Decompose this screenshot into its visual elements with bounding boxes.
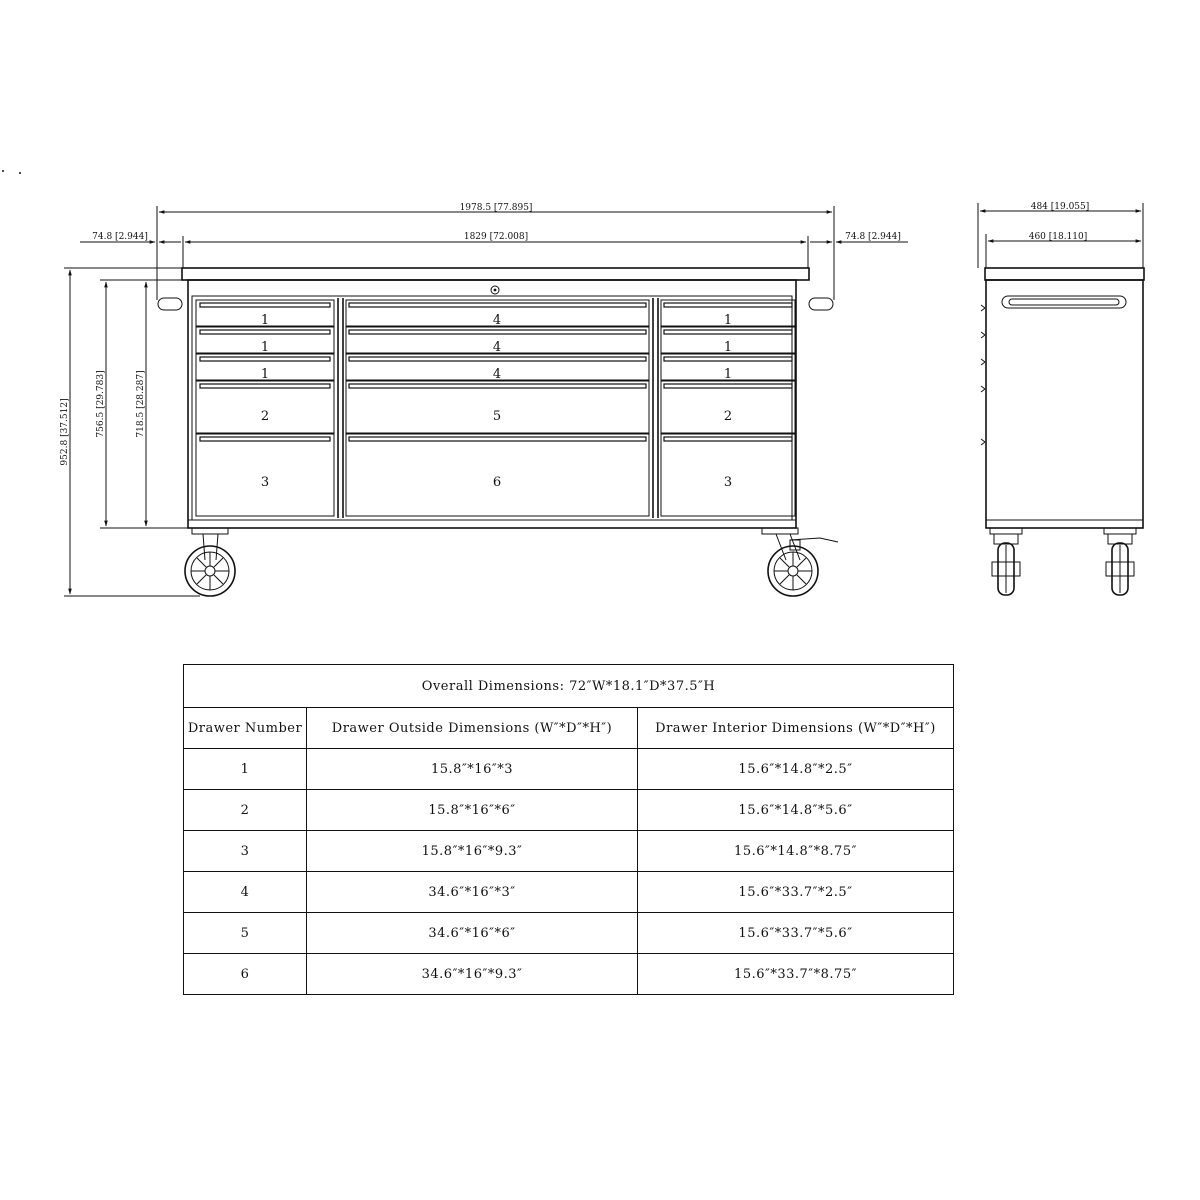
side-caster-back bbox=[1104, 528, 1136, 595]
drawer-handle bbox=[200, 384, 330, 388]
table-header-row bbox=[184, 708, 954, 749]
drawer-handle bbox=[200, 303, 330, 307]
worktop bbox=[182, 268, 809, 280]
side-caster-front bbox=[990, 528, 1022, 595]
cell-interior-dimensions: 15.6″*14.8″*8.75″ bbox=[638, 831, 954, 872]
cell-outside-dimensions: 15.8″*16″*9.3″ bbox=[307, 831, 638, 872]
dim-height-3 bbox=[136, 280, 190, 528]
drawer-label: 5 bbox=[492, 409, 502, 424]
table-row bbox=[184, 872, 954, 913]
drawer-handle bbox=[200, 437, 330, 441]
dim-body-width-text: 1829 [72.008] bbox=[463, 232, 529, 242]
handle-profile bbox=[981, 439, 985, 445]
header-interior-dimensions: Drawer Interior Dimensions (W″*D″*H″) bbox=[638, 708, 954, 749]
dim-overall-height-text: 952.8 [37.512] bbox=[60, 398, 70, 466]
cell-drawer-number: 6 bbox=[184, 954, 307, 995]
cell-interior-dimensions: 15.6″*33.7″*5.6″ bbox=[638, 913, 954, 954]
dim-overall-width-text: 1978.5 [77.895] bbox=[459, 203, 533, 213]
drawer-handle bbox=[200, 357, 330, 361]
cell-interior-dimensions: 15.6″*14.8″*5.6″ bbox=[638, 790, 954, 831]
stray-dot bbox=[2, 170, 4, 172]
handle-profile bbox=[981, 359, 985, 365]
cell-outside-dimensions: 34.6″*16″*9.3″ bbox=[307, 954, 638, 995]
handle-profile bbox=[981, 332, 985, 338]
drawer-handle bbox=[664, 303, 792, 307]
cell-drawer-number: 3 bbox=[184, 831, 307, 872]
header-outside-dimensions: Drawer Outside Dimensions (W″*D″*H″) bbox=[307, 708, 638, 749]
table-row bbox=[184, 913, 954, 954]
dim-left-handle bbox=[80, 232, 181, 242]
left-drawer-column bbox=[196, 300, 334, 516]
dim-height-3-text: 718.5 [28.287] bbox=[136, 370, 146, 438]
cell-drawer-number: 4 bbox=[184, 872, 307, 913]
table-caption: Overall Dimensions: 72″W*18.1″D*37.5″H bbox=[184, 665, 954, 708]
dim-body-width bbox=[183, 232, 808, 268]
drawer-handle bbox=[349, 357, 646, 361]
cell-interior-dimensions: 15.6″*33.7″*8.75″ bbox=[638, 954, 954, 995]
dim-overall-width bbox=[157, 203, 834, 300]
header-drawer-number: Drawer Number bbox=[184, 708, 307, 749]
drawer-handle bbox=[664, 437, 792, 441]
right-caster bbox=[762, 528, 838, 596]
drawer-handle bbox=[664, 384, 792, 388]
left-caster bbox=[185, 528, 235, 596]
drawer-label: 3 bbox=[723, 475, 733, 490]
stray-dot bbox=[19, 172, 21, 174]
drawer-handle bbox=[349, 330, 646, 334]
drawer-handle bbox=[200, 330, 330, 334]
drawer-label: 1 bbox=[723, 367, 733, 382]
drawer-label: 1 bbox=[260, 367, 270, 382]
drawer-handle bbox=[664, 357, 792, 361]
side-view bbox=[978, 202, 1144, 595]
side-worktop bbox=[985, 268, 1144, 280]
center-drawer-column bbox=[346, 300, 649, 516]
drawer-dimensions-table bbox=[183, 664, 954, 995]
handle-profile bbox=[981, 305, 985, 311]
dim-right-handle-text: 74.8 [2.944] bbox=[845, 232, 901, 242]
left-side-handle bbox=[158, 298, 182, 310]
drawer-label: 1 bbox=[723, 340, 733, 355]
drawer-handle bbox=[349, 303, 646, 307]
drawer-label: 1 bbox=[723, 313, 733, 328]
cell-outside-dimensions: 15.8″*16″*3 bbox=[307, 749, 638, 790]
dim-left-handle-text: 74.8 [2.944] bbox=[92, 232, 148, 242]
right-drawer-column bbox=[661, 300, 795, 516]
front-view bbox=[60, 203, 908, 596]
drawer-handle bbox=[664, 330, 792, 334]
drawer-label: 4 bbox=[492, 313, 502, 328]
drawer-label: 1 bbox=[260, 313, 270, 328]
drawer-label: 2 bbox=[260, 409, 270, 424]
cell-outside-dimensions: 34.6″*16″*6″ bbox=[307, 913, 638, 954]
drawer-label: 6 bbox=[492, 475, 502, 490]
drawer-handle bbox=[349, 384, 646, 388]
table-row bbox=[184, 790, 954, 831]
handle-profile bbox=[981, 386, 985, 392]
cell-interior-dimensions: 15.6″*33.7″*2.5″ bbox=[638, 872, 954, 913]
drawer-label: 3 bbox=[260, 475, 270, 490]
drawer-label: 4 bbox=[492, 367, 502, 382]
drawer-label: 2 bbox=[723, 409, 733, 424]
right-side-handle bbox=[809, 298, 833, 310]
dim-body-depth bbox=[986, 232, 1143, 268]
dim-right-handle bbox=[810, 232, 908, 242]
cell-outside-dimensions: 34.6″*16″*3″ bbox=[307, 872, 638, 913]
cell-drawer-number: 2 bbox=[184, 790, 307, 831]
drawer-label: 4 bbox=[492, 340, 502, 355]
cell-drawer-number: 1 bbox=[184, 749, 307, 790]
cell-outside-dimensions: 15.8″*16″*6″ bbox=[307, 790, 638, 831]
drawer-handle bbox=[349, 437, 646, 441]
table-row bbox=[184, 954, 954, 995]
dim-overall-height bbox=[60, 268, 200, 596]
table-row bbox=[184, 749, 954, 790]
dim-body-depth-text: 460 [18.110] bbox=[1028, 232, 1088, 242]
cell-interior-dimensions: 15.6″*14.8″*2.5″ bbox=[638, 749, 954, 790]
drawer-label: 1 bbox=[260, 340, 270, 355]
cell-drawer-number: 5 bbox=[184, 913, 307, 954]
table-row bbox=[184, 831, 954, 872]
dim-overall-depth-text: 484 [19.055] bbox=[1030, 202, 1090, 212]
side-handle bbox=[1002, 296, 1126, 308]
side-panel bbox=[986, 280, 1143, 528]
dim-height-2-text: 756.5 [29.783] bbox=[96, 370, 106, 438]
